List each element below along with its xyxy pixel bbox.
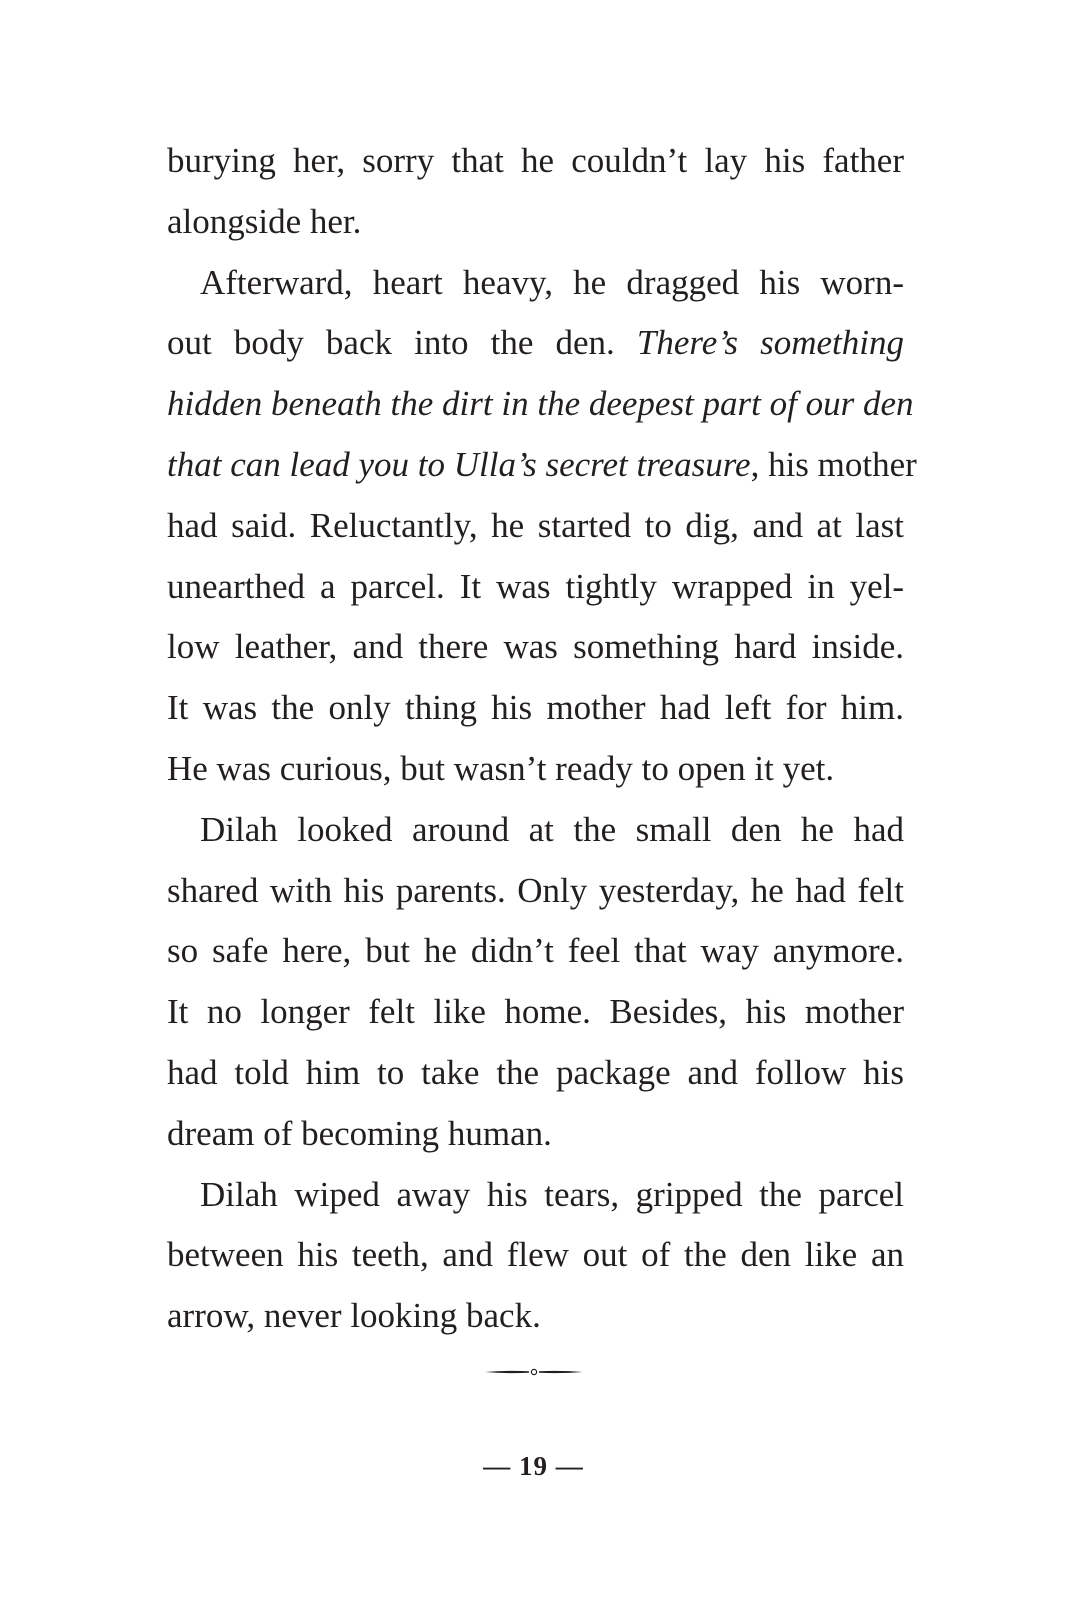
text-line: shared with his parents. Only yesterday, he had felt — [167, 870, 904, 910]
text-line: dream of becoming human. — [167, 1113, 552, 1153]
text-line: arrow, never looking back. — [167, 1296, 541, 1336]
text-line — [167, 435, 917, 496]
section-break-flourish-icon — [485, 1365, 583, 1379]
text-line: between his teeth, and flew out of the den like an — [167, 1235, 904, 1275]
body-text — [167, 131, 917, 1347]
page-number: — 19 — — [483, 1451, 584, 1481]
text-line: low leather, and there was something hard inside. — [167, 627, 904, 667]
text-line: It was the only thing his mother had left for him. — [167, 688, 904, 728]
text-line: alongside her. — [167, 201, 362, 241]
text-line: so safe here, but he didn’t feel that way anymore. — [167, 931, 904, 971]
text-line — [167, 313, 904, 374]
text-line: burying her, sorry that he couldn’t lay his father — [167, 141, 904, 180]
text-line: Afterward, heart heavy, he dragged his worn- — [200, 262, 904, 302]
text-line: It no longer felt like home. Besides, his mother — [167, 992, 904, 1032]
text-line — [167, 374, 914, 435]
italic-run: that can lead you to Ulla’s secret treasure — [167, 444, 751, 484]
text-line: He was curious, but wasn’t ready to open it yet. — [167, 748, 835, 788]
text-line: Dilah wiped away his tears, gripped the parcel — [200, 1174, 904, 1214]
text-line: had said. Reluctantly, he started to dig, and at last — [167, 505, 904, 545]
text-line: Dilah looked around at the small den he had — [200, 809, 904, 849]
italic-run: hidden beneath the dirt in the deepest part of our den — [167, 384, 914, 424]
italic-run: There’s something — [636, 323, 904, 363]
text-run: out body back into the den. — [167, 323, 637, 363]
text-run: , his mother — [750, 444, 917, 484]
text-line: unearthed a parcel. It was tightly wrapped in yel- — [167, 566, 904, 606]
text-line: had told him to take the package and follow his — [167, 1052, 904, 1092]
